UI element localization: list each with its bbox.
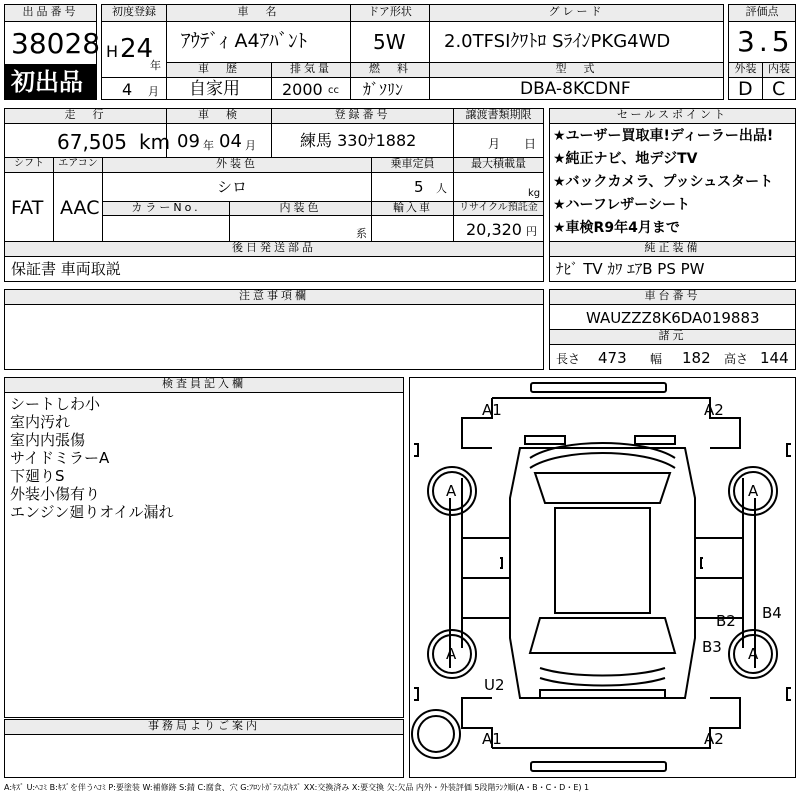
inspector-line: サイドミラーA	[10, 449, 110, 467]
width-label: 幅	[650, 352, 663, 366]
first-listing-badge	[4, 64, 97, 100]
shift-value: FAT	[11, 197, 44, 219]
mark-right-b3: B3	[702, 638, 722, 656]
inspector-line: シートしわ小	[10, 395, 101, 413]
interior-grade-cell	[762, 77, 796, 100]
fuel-value: ｶﾞｿﾘﾝ	[363, 80, 404, 99]
car-name-label: 車 名	[166, 4, 351, 22]
color-no-cell	[102, 215, 230, 242]
history-cell	[166, 77, 272, 100]
year-unit: 年	[150, 59, 161, 72]
model-value: DBA-8KCDNF	[520, 79, 631, 99]
grade-label: グレード	[429, 4, 724, 22]
office-box	[4, 734, 404, 778]
fuel-label: 燃 料	[350, 62, 430, 78]
lot-number-cell	[4, 21, 101, 65]
ac-label: エアコン	[53, 157, 103, 173]
displacement-value: 2000	[282, 80, 323, 99]
score-cell	[728, 21, 796, 63]
first-reg-year-cell	[101, 21, 167, 78]
exterior-grade-cell	[728, 77, 763, 100]
inspector-line: エンジン廻りオイル漏れ	[10, 503, 174, 521]
lot-number-label: 出品番号	[4, 4, 97, 22]
notes-box	[4, 304, 544, 370]
import-label: 輸入車	[371, 201, 454, 216]
inspection-label: 車 検	[166, 108, 272, 124]
mark-rear-left: A1	[482, 730, 502, 748]
mark-wheel-rl: A	[446, 645, 457, 663]
plate-cell	[271, 123, 454, 158]
capacity-label: 乗車定員	[371, 157, 454, 173]
mark-right-b2: B2	[716, 612, 736, 630]
inspection-month-unit: 月	[245, 139, 256, 152]
interior-color-label: 内装色	[229, 201, 372, 216]
legend: A:ｷｽﾞ U:ﾍｺﾐ B:ｷｽﾞを伴うﾍｺﾐ P:要塗装 W:補修跡 S:錆 C:腐食、穴 G:ﾌﾛﾝﾄｶﾞﾗｽ点ｷｽﾞ XX:交換済み X:要交換 欠:欠品 内外・外装評価 5段階ﾗﾝｸ順(A・B・C・D・E) 1	[4, 783, 590, 792]
score-value: 3.5	[737, 25, 794, 58]
first-listing-text: 初出品	[11, 68, 83, 96]
recycle-cell	[453, 215, 544, 242]
exterior-color-label: 外装色	[102, 157, 372, 173]
load-unit: kg	[528, 188, 541, 199]
transfer-cell	[453, 123, 544, 158]
inspector-line: 室内汚れ	[10, 413, 71, 431]
spec-title: 諸元	[549, 329, 796, 345]
inspector-line: 室内内張傷	[10, 431, 86, 449]
mileage-cell	[4, 123, 171, 158]
office-title: 事務局よりご案内	[4, 719, 404, 735]
history-value: 自家用	[189, 79, 240, 99]
exterior-grade: D	[738, 78, 753, 100]
fuel-cell	[350, 77, 430, 100]
mark-rear-right: A2	[704, 730, 724, 748]
vehicle-diagram	[409, 377, 796, 778]
grade-value: 2.0TFSIｸﾜﾄﾛ SﾗｲﾝPKG4WD	[444, 31, 671, 52]
transfer-day-unit: 日	[524, 137, 537, 151]
height-value: 144	[760, 349, 789, 367]
mark-wheel-fr: A	[748, 482, 759, 500]
model-label: 型 式	[429, 62, 724, 78]
spec-box	[549, 344, 796, 370]
car-outline	[410, 378, 795, 777]
plate-value: 練馬 330ﾅ1882	[300, 131, 417, 150]
ac-cell	[53, 172, 103, 242]
interior-grade: C	[772, 78, 786, 100]
color-no-label: カラーNo.	[102, 201, 230, 216]
inspector-box	[4, 392, 404, 718]
car-name: ｱｳﾃﾞｨ A4ｱﾊﾞﾝﾄ	[181, 30, 308, 52]
equipment-title: 純正装備	[549, 241, 796, 257]
sales-point-item: ★ハーフレザーシート	[553, 197, 691, 213]
sales-points-title: セールスポイント	[549, 108, 796, 124]
first-reg-month-cell	[101, 77, 167, 100]
history-label: 車 歴	[166, 62, 272, 78]
width-value: 182	[682, 349, 711, 367]
exterior-grade-label: 外装	[728, 62, 763, 78]
inspection-cell	[166, 123, 272, 158]
first-reg-label: 初度登録	[101, 4, 167, 22]
load-label: 最大積載量	[453, 157, 544, 173]
ac-value: AAC	[60, 197, 100, 219]
length-value: 473	[598, 349, 627, 367]
capacity-value: 5	[414, 178, 424, 196]
door-cell	[350, 21, 430, 63]
notes-title: 注意事項欄	[4, 289, 544, 305]
later-parts-title: 後日発送部品	[4, 241, 544, 257]
plate-label: 登録番号	[271, 108, 454, 124]
displacement-label: 排気量	[271, 62, 351, 78]
import-cell	[371, 215, 454, 242]
month-unit: 月	[148, 85, 159, 98]
inspector-line: 外装小傷有り	[10, 485, 101, 503]
recycle-unit: 円	[526, 225, 537, 238]
capacity-unit: 人	[436, 182, 447, 195]
sales-point-item: ★バックカメラ、プッシュスタート	[553, 174, 774, 190]
mileage-label: 走 行	[4, 108, 167, 124]
chassis-title: 車台番号	[549, 289, 796, 305]
length-label: 長さ	[556, 352, 581, 366]
exterior-color-value: シロ	[217, 178, 248, 196]
mark-front-right: A2	[704, 401, 724, 419]
load-cell	[453, 172, 544, 202]
shift-cell	[4, 172, 54, 242]
chassis-box	[549, 304, 796, 330]
model-cell	[429, 77, 724, 100]
mark-left-u2: U2	[484, 676, 505, 694]
interior-color-suffix: 系	[356, 227, 367, 240]
score-label: 評価点	[728, 4, 796, 22]
transfer-label: 譲渡書類期限	[453, 108, 544, 124]
displacement-unit: cc	[328, 85, 339, 96]
mark-wheel-fl: A	[446, 482, 457, 500]
reg-month: 4	[122, 80, 133, 99]
transfer-month-unit: 月	[488, 137, 501, 151]
door-label: ドア形状	[350, 4, 430, 22]
sales-points-box	[549, 123, 796, 242]
interior-color-cell	[229, 215, 372, 242]
mark-front-left: A1	[482, 401, 502, 419]
capacity-cell	[371, 172, 454, 202]
equipment-box	[549, 256, 796, 282]
mark-wheel-rr: A	[748, 645, 759, 663]
inspection-year: 09	[177, 131, 200, 152]
mark-right-b4: B4	[762, 604, 782, 622]
grade-cell	[429, 21, 724, 63]
inspection-year-unit: 年	[203, 139, 214, 152]
sales-point-item: ★車検R9年4月まで	[553, 220, 680, 236]
inspection-month: 04	[219, 131, 242, 152]
chassis-number: WAUZZZ8K6DA019883	[586, 309, 760, 327]
mileage-value: 67,505	[57, 130, 127, 154]
later-parts-box	[4, 256, 544, 282]
inspector-title: 検査員記入欄	[4, 377, 404, 393]
exterior-color-cell	[102, 172, 372, 202]
inspector-line: 下廻りS	[10, 467, 65, 485]
lot-number: 38028	[11, 27, 101, 60]
car-name-cell	[166, 21, 351, 63]
era-letter: H	[106, 42, 119, 61]
sales-point-item: ★純正ナビ、地デジTV	[553, 151, 698, 167]
sales-point-item: ★ユーザー買取車!ディーラー出品!	[553, 128, 774, 144]
reg-year: 24	[120, 34, 154, 64]
later-parts-value: 保証書 車両取説	[11, 260, 121, 278]
mileage-unit: km	[139, 130, 171, 154]
recycle-value: 20,320	[466, 220, 522, 239]
door-value: 5W	[373, 30, 406, 54]
equipment-value: ﾅﾋﾞ TV ｶﾜ ｴｱB PS PW	[556, 260, 705, 278]
displacement-cell	[271, 77, 351, 100]
height-label: 高さ	[724, 352, 749, 366]
interior-grade-label: 内装	[762, 62, 796, 78]
shift-label: シフト	[4, 157, 54, 173]
recycle-label: リサイクル預託金	[453, 201, 544, 216]
